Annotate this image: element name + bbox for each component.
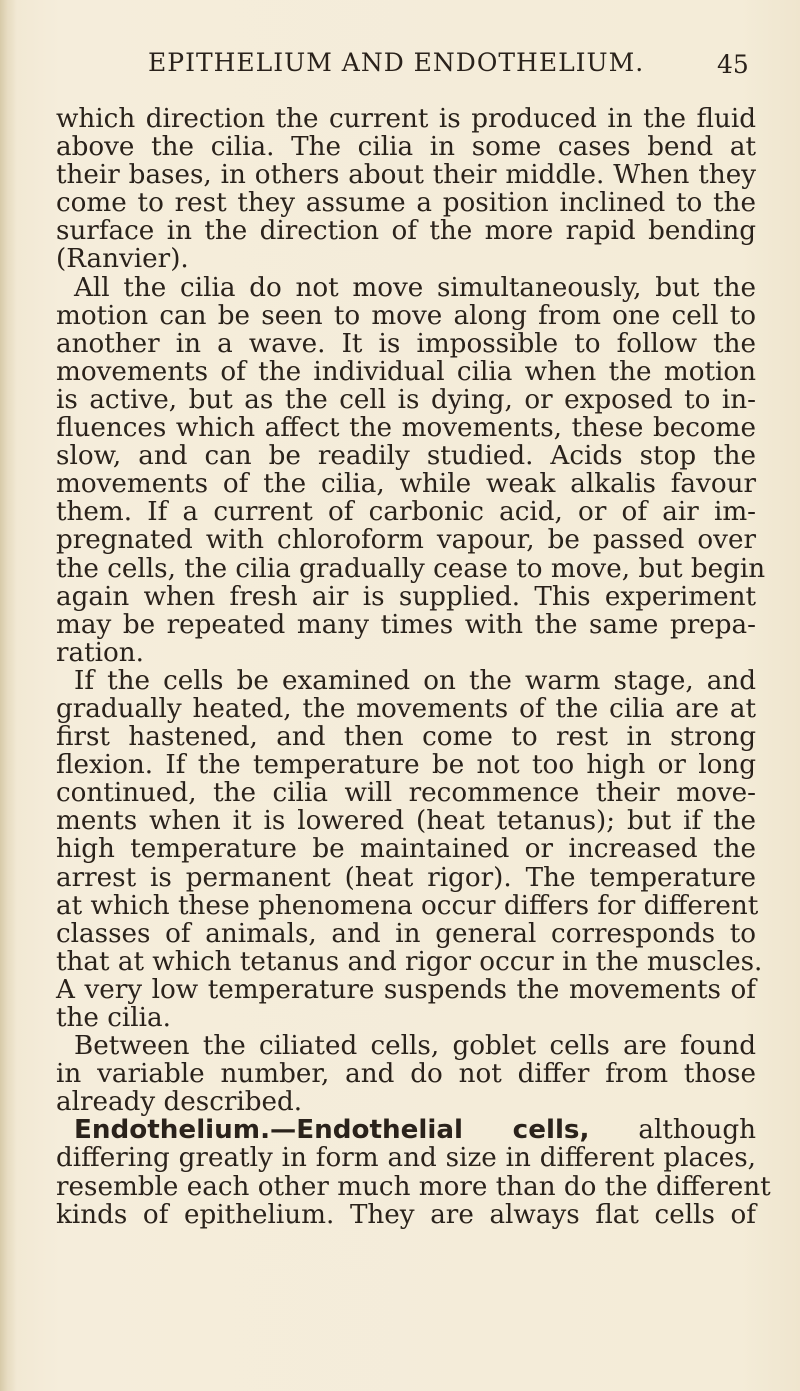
text-fragment: although	[589, 1115, 756, 1146]
text-line: which direction the current is produced in the fluid	[56, 104, 756, 134]
text-line: ments when it is lowered (heat tetanus); but if the	[56, 806, 756, 837]
text-line: their bases, in others about their middle. When they	[56, 160, 756, 191]
text-line: is active, but as the cell is dying, or exposed to in-	[56, 384, 756, 415]
text-line: A very low temperature suspends the movements of	[56, 974, 756, 1005]
section-heading: Endothelium.—Endothelial cells,	[74, 1115, 590, 1146]
text-line: kinds of epithelium. They are always flat cells of	[56, 1199, 756, 1230]
text-line: arrest is permanent (heat rigor). The temperature	[56, 862, 756, 893]
text-line: come to rest they assume a position inclined to the	[56, 188, 756, 219]
text-line: the cilia.	[56, 1003, 171, 1033]
page-gutter-shadow	[0, 0, 16, 1391]
page-number: 45	[717, 50, 749, 79]
text-line: the cells, the cilia gradually cease to move, but begin	[56, 553, 766, 584]
running-title: EPITHELIUM AND ENDOTHELIUM.	[148, 48, 645, 77]
text-line: pregnated with chloroform vapour, be passed over	[56, 525, 756, 556]
text-line: gradually heated, the movements of the cilia are at	[56, 693, 756, 724]
text-line: again when fresh air is supplied. This experiment	[56, 581, 756, 612]
text-line: first hastened, and then come to rest in strong	[56, 722, 756, 753]
text-line: continued, the cilia will recommence their move-	[56, 778, 756, 809]
text-line: already described.	[56, 1087, 303, 1118]
text-line: Between the ciliated cells, goblet cells are found	[74, 1031, 756, 1062]
text-line: may be repeated many times with the same prepa-	[56, 609, 756, 640]
text-line: at which these phenomena occur differs for different	[56, 890, 759, 921]
text-line: (Ranvier).	[56, 244, 189, 275]
text-line: high temperature be maintained or increased the	[56, 834, 756, 865]
text-line: movements of the cilia, while weak alkalis favour	[56, 469, 756, 500]
text-line: another in a wave. It is impossible to follow the	[56, 328, 756, 359]
text-line: differing greatly in form and size in different places,	[56, 1143, 756, 1174]
text-line-with-heading	[56, 1116, 756, 1144]
text-line: ration.	[56, 637, 144, 668]
text-line: in variable number, and do not differ from those	[56, 1059, 756, 1090]
text-line: classes of animals, and in general corresponds to	[56, 918, 756, 949]
text-line: surface in the direction of the more rapid bending	[56, 216, 756, 247]
text-line: that at which tetanus and rigor occur in the muscles.	[56, 946, 763, 977]
text-line: movements of the individual cilia when the motion	[56, 356, 756, 387]
body-text	[56, 104, 771, 1230]
text-line: All the cilia do not move simultaneously, but the	[74, 272, 756, 303]
text-line: fluences which affect the movements, these become	[56, 413, 756, 444]
text-line: If the cells be examined on the warm stage, and	[74, 665, 756, 696]
text-line: motion can be seen to move along from one cell to	[56, 300, 756, 331]
text-line: flexion. If the temperature be not too high or long	[56, 750, 756, 781]
text-line: resemble each other much more than do the different	[56, 1171, 771, 1202]
text-line: them. If a current of carbonic acid, or of air im-	[56, 497, 756, 528]
text-line: slow, and can be readily studied. Acids stop the	[56, 441, 756, 472]
text-line: above the cilia. The cilia in some cases bend at	[56, 132, 756, 163]
